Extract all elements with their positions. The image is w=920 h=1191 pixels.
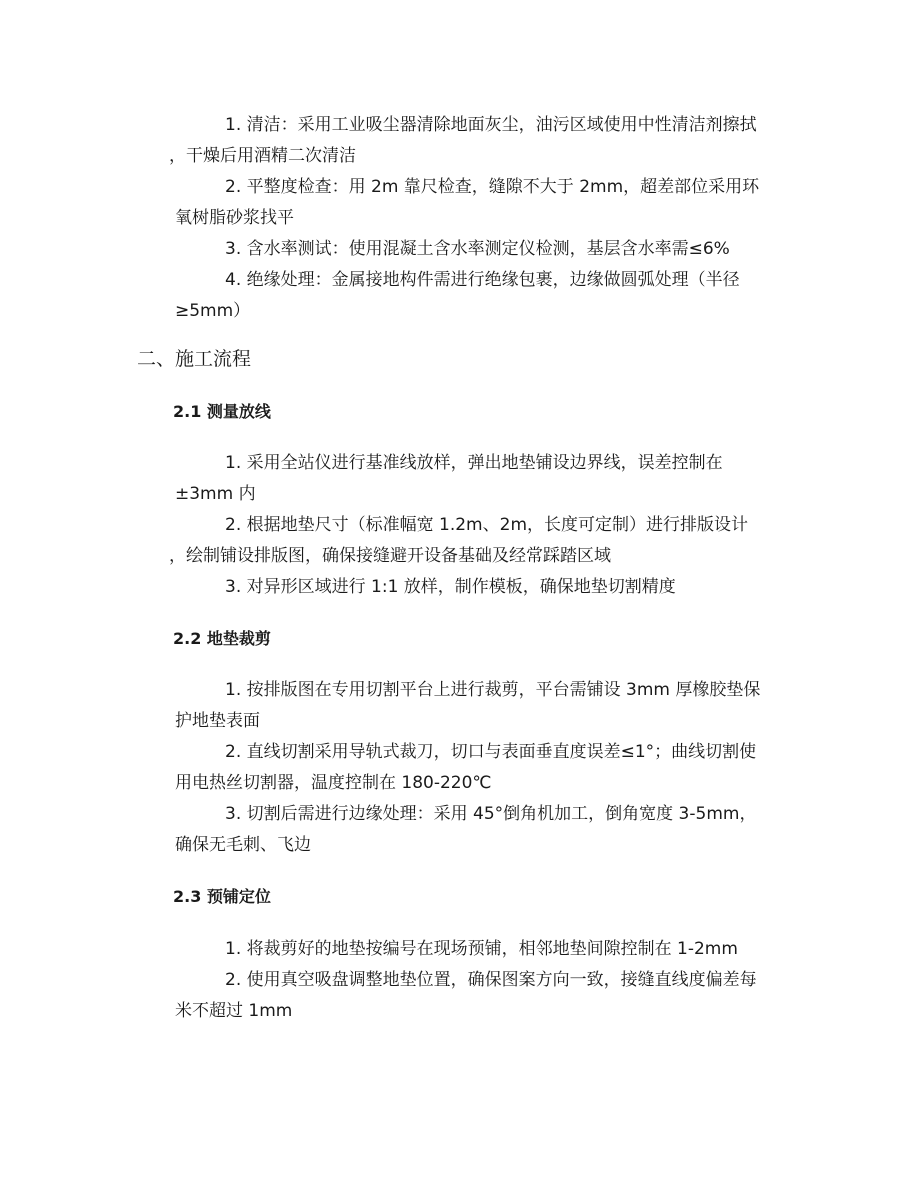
list-item-line: 1. 将裁剪好的地垫按编号在现场预铺，相邻地垫间隙控制在 1-2mm	[225, 939, 738, 959]
list-item-line: 2. 直线切割采用导轨式裁刀，切口与表面垂直度误差≤1°；曲线切割使	[225, 742, 757, 762]
list-item-line: 2. 使用真空吸盘调整地垫位置，确保图案方向一致，接缝直线度偏差每	[225, 970, 757, 990]
list-item-line: 氧树脂砂浆找平	[175, 208, 294, 228]
subsection-title: 2.1 测量放线	[173, 402, 271, 421]
cutting-list	[175, 675, 790, 861]
list-item-line: 2. 平整度检查：用 2m 靠尺检查，缝隙不大于 2mm，超差部位采用环	[225, 177, 760, 197]
list-item-line: 用电热丝切割器，温度控制在 180-220℃	[175, 773, 492, 793]
list-item-line: 2. 根据地垫尺寸（标准幅宽 1.2m、2m，长度可定制）进行排版设计	[225, 515, 748, 535]
list-item	[175, 572, 790, 603]
list-item-line: 护地垫表面	[175, 711, 260, 731]
list-item-line: 1. 清洁：采用工业吸尘器清除地面灰尘，油污区域使用中性清洁剂擦拭	[225, 115, 757, 135]
subsection-title: 2.2 地垫裁剪	[173, 629, 271, 648]
list-item	[169, 510, 790, 572]
list-item	[175, 265, 790, 327]
list-item-line: 确保无毛刺、飞边	[175, 835, 311, 855]
list-item	[175, 675, 790, 737]
list-item	[175, 234, 790, 265]
survey-list	[169, 448, 790, 603]
list-item-line: 1. 采用全站仪进行基准线放样，弹出地垫铺设边界线，误差控制在	[225, 453, 723, 473]
list-item-line: 米不超过 1mm	[175, 1001, 293, 1021]
list-item	[175, 934, 790, 965]
list-item	[169, 110, 790, 172]
list-item-line: 3. 含水率测试：使用混凝土含水率测定仪检测，基层含水率需≤6%	[225, 239, 730, 259]
list-item	[175, 448, 790, 510]
list-item-line: ±3mm 内	[175, 484, 256, 504]
list-item	[175, 965, 790, 1027]
section-title: 二、施工流程	[137, 348, 252, 370]
list-item	[175, 737, 790, 799]
prelay-list	[175, 934, 790, 1027]
list-item-line: ≥5mm）	[175, 301, 251, 321]
list-item	[175, 172, 790, 234]
list-item-line: 4. 绝缘处理：金属接地构件需进行绝缘包裹，边缘做圆弧处理（半径	[225, 270, 740, 290]
list-item-line: 1. 按排版图在专用切割平台上进行裁剪，平台需铺设 3mm 厚橡胶垫保	[225, 680, 761, 700]
list-item-line: 3. 对异形区域进行 1:1 放样，制作模板，确保地垫切割精度	[225, 577, 676, 597]
prep-list	[169, 110, 790, 327]
list-item-line: ，绘制铺设排版图，确保接缝避开设备基础及经常踩踏区域	[169, 546, 611, 566]
list-item-line: 3. 切割后需进行边缘处理：采用 45°倒角机加工，倒角宽度 3-5mm，	[225, 804, 757, 824]
subsection-title: 2.3 预铺定位	[173, 887, 271, 906]
list-item	[175, 799, 790, 861]
list-item-line: ，干燥后用酒精二次清洁	[169, 146, 356, 166]
